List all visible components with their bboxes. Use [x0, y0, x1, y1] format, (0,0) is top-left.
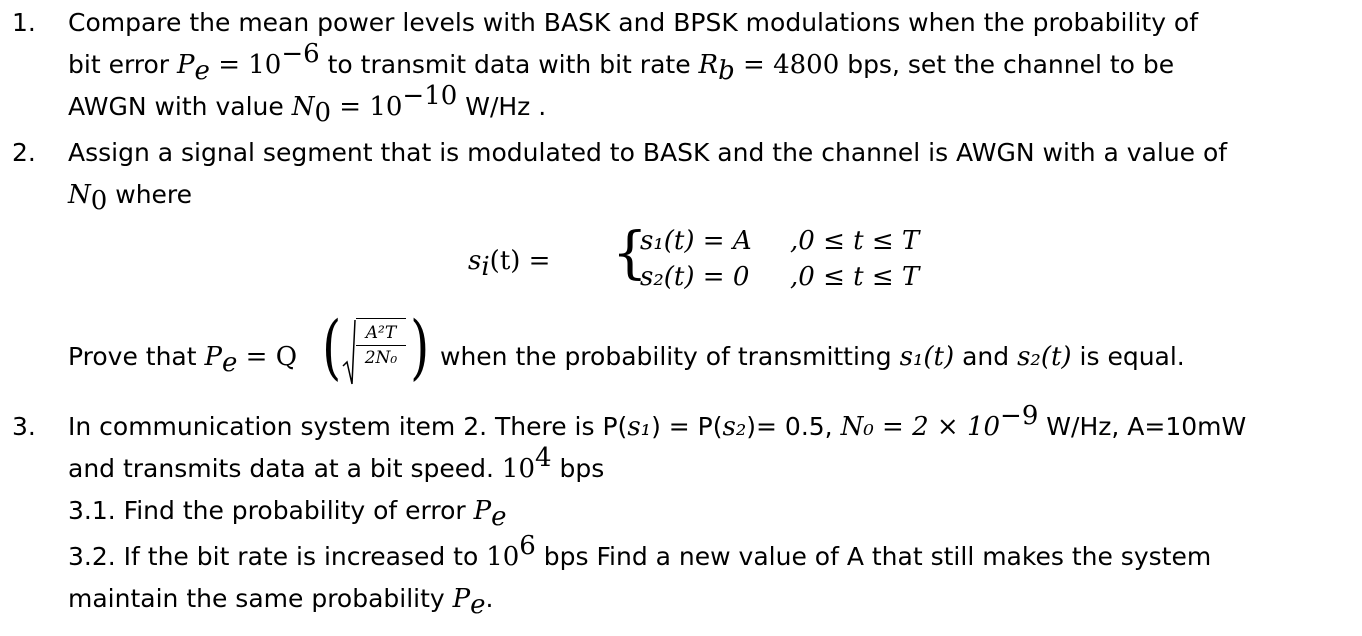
left-brace: { [612, 221, 648, 286]
item1-number: 1. [12, 8, 36, 37]
item1-line3: AWGN with value $N_0 = 10^{-10}$ W/Hz . [68, 81, 547, 128]
item1-line1: Compare the mean power levels with BASK and BPSK modulations when the probability of [68, 8, 1199, 37]
sqrt-fraction: A²T 2N₀ [356, 318, 406, 368]
case2-expr: s₂(t) = 0 [640, 262, 750, 292]
sqrt-sign [342, 318, 356, 388]
item3-sub1: 3.1. Find the probability of error $P_e$ [68, 496, 507, 532]
item2-number: 2. [12, 138, 36, 167]
right-paren: ) [410, 306, 430, 388]
left-paren: ( [322, 306, 342, 388]
item1-line2: bit error $P_e = 10^{-6}$ to transmit data with bit rate $R_b = 4800$ bps, set the channel to be [68, 39, 1175, 86]
item3-line1: In communication system item 2. There is P(s₁) = P(s₂)= 0.5, $N_0 = 2 \times 10^{-9}$ W/Hz, A=10mW [68, 401, 1247, 442]
item3-sub2: 3.2. If the bit rate is increased to $10^6$ bps Find a new value of A that still makes the system [68, 531, 1212, 572]
case1-cond: ,0 ≤ t ≤ T [790, 226, 920, 256]
item3-line2: and transmits data at a bit speed. $10^4$ bps [68, 443, 605, 484]
item3-sub2-line2: maintain the same probability $P_e$. [68, 584, 494, 620]
case1-expr: s₁(t) = A [640, 226, 752, 256]
item3-number: 3. [12, 412, 36, 441]
item2-line1: Assign a signal segment that is modulated to BASK and the channel is AWGN with a value of [68, 138, 1228, 167]
item2-line2: $N_0$ where [68, 180, 193, 216]
case2-cond: ,0 ≤ t ≤ T [790, 262, 920, 292]
